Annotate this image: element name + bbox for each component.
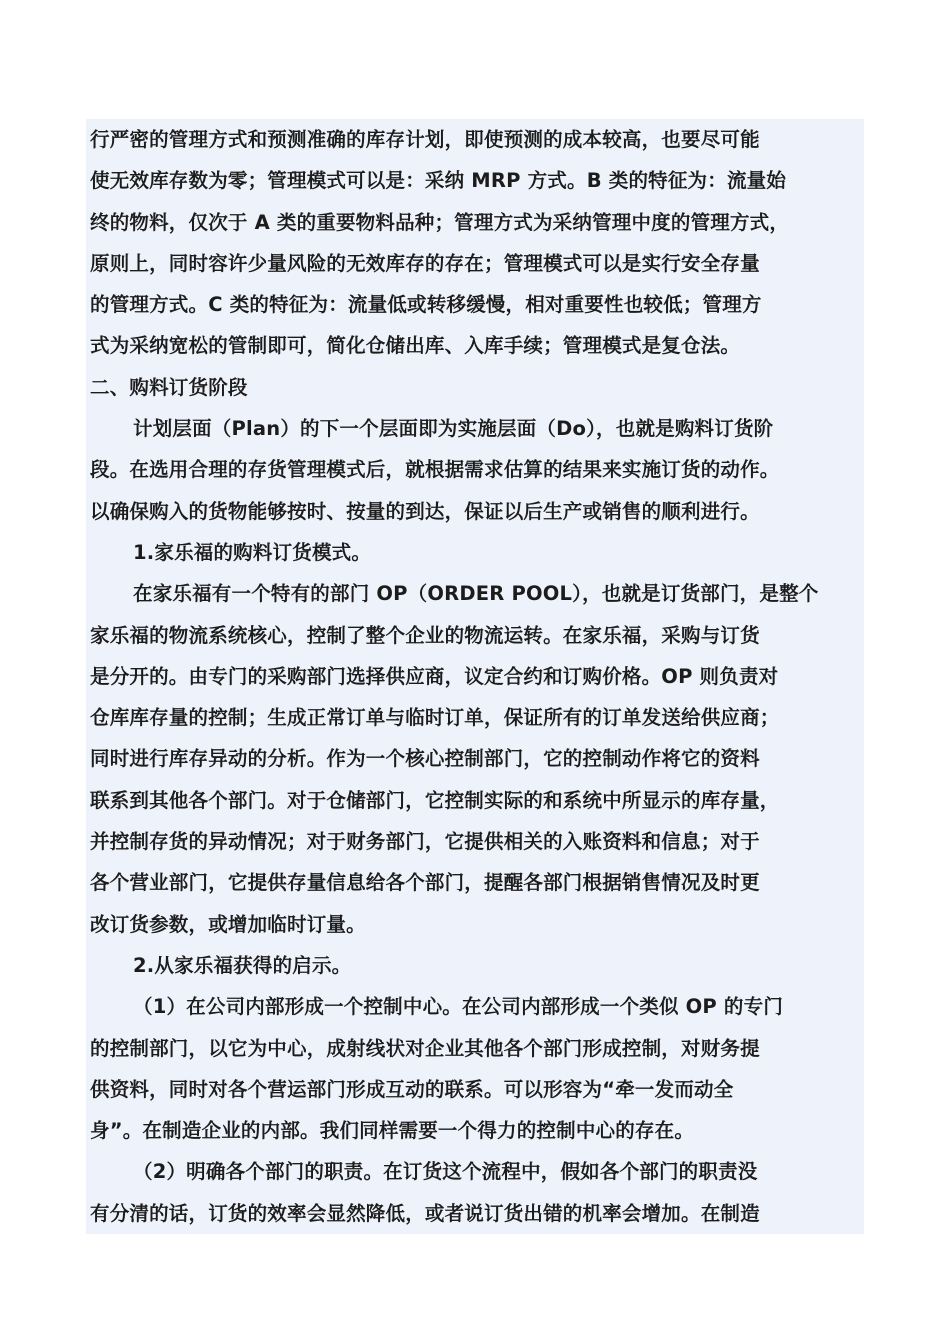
text-line: 并控制存货的异动情况；对于财务部门，它提供相关的入账资料和信息；对于 bbox=[90, 830, 760, 854]
text-line: 的管理方式。C 类的特征为：流量低或转移缓慢，相对重要性也较低；管理方 bbox=[90, 293, 762, 317]
text-line: 联系到其他各个部门。对于仓储部门，它控制实际的和系统中所显示的库存量， bbox=[90, 788, 780, 812]
text-line: 改订货参数，或增加临时订量。 bbox=[90, 912, 366, 936]
text-line: 是分开的。由专门的采购部门选择供应商，议定合约和订购价格。OP 则负责对 bbox=[90, 664, 779, 688]
text-line: 家乐福的物流系统核心，控制了整个企业的物流运转。在家乐福，采购与订货 bbox=[90, 623, 760, 647]
document-body bbox=[86, 119, 864, 1234]
text-line: 的控制部门，以它为中心，成射线状对企业其他各个部门形成控制，对财务提 bbox=[90, 1036, 760, 1060]
text-line: 原则上，同时容许少量风险的无效库存的存在；管理模式可以是实行安全存量 bbox=[90, 251, 760, 275]
subsection-heading: 2.从家乐福获得的启示。 bbox=[133, 953, 352, 977]
section-heading: 二、购料订货阶段 bbox=[90, 375, 248, 399]
text-line: 式为采纳宽松的管制即可，简化仓储出库、入库手续；管理模式是复仓法。 bbox=[90, 334, 741, 358]
text-line: 有分清的话，订货的效率会显然降低，或者说订货出错的机率会增加。在制造 bbox=[90, 1201, 760, 1225]
text-line: 仓库库存量的控制；生成正常订单与临时订单，保证所有的订单发送给供应商； bbox=[90, 706, 780, 730]
text-line: 使无效库存数为零；管理模式可以是：采纳 MRP 方式。B 类的特征为：流量始 bbox=[90, 169, 787, 193]
text-line: 身”。在制造企业的内部。我们同样需要一个得力的控制中心的存在。 bbox=[90, 1119, 695, 1143]
paragraph-first-line: 在家乐福有一个特有的部门 OP（ORDER POOL），也就是订货部门，是整个 bbox=[133, 582, 819, 606]
text-line: 行严密的管理方式和预测准确的库存计划，即使预测的成本较高，也要尽可能 bbox=[90, 128, 760, 151]
text-line: 终的物料，仅次于 A 类的重要物料品种；管理方式为采纳管理中度的管理方式， bbox=[90, 210, 790, 234]
paragraph-first-line: （2）明确各个部门的职责。在订货这个流程中，假如各个部门的职责没 bbox=[133, 1160, 758, 1184]
text-line: 以确保购入的货物能够按时、按量的到达，保证以后生产或销售的顺利进行。 bbox=[90, 499, 760, 523]
text-line: 供资料，同时对各个营运部门形成互动的联系。可以形容为“牵一发而动全 bbox=[90, 1077, 734, 1101]
paragraph-first-line: 计划层面（Plan）的下一个层面即为实施层面（Do），也就是购料订货阶 bbox=[133, 417, 774, 441]
paragraph-first-line: （1）在公司内部形成一个控制中心。在公司内部形成一个类似 OP 的专门 bbox=[133, 995, 784, 1019]
subsection-heading: 1.家乐福的购料订货模式。 bbox=[133, 540, 372, 564]
text-line: 段。在选用合理的存货管理模式后，就根据需求估算的结果来实施订货的动作。 bbox=[90, 458, 780, 482]
text-line: 各个营业部门，它提供存量信息给各个部门，提醒各部门根据销售情况及时更 bbox=[90, 871, 760, 895]
text-line: 同时进行库存异动的分析。作为一个核心控制部门，它的控制动作将它的资料 bbox=[90, 747, 760, 771]
